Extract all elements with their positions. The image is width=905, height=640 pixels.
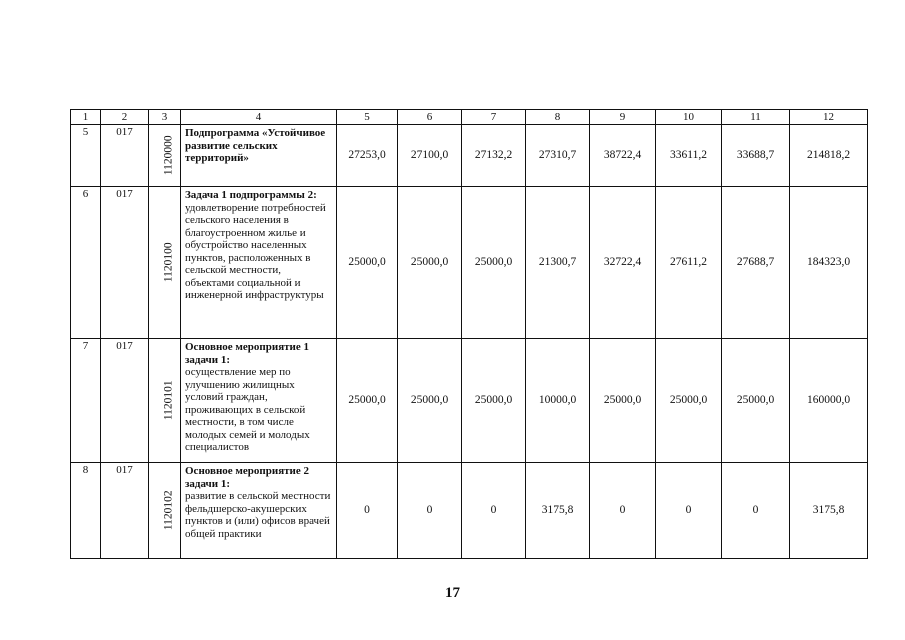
column-header: 11 [722,110,790,125]
program-code-cell [149,187,181,339]
value-cell: 27100,0 [398,125,462,187]
value-cell: 27611,2 [656,187,722,339]
value-cell: 3175,8 [526,463,590,559]
page-number: 17 [445,585,460,601]
column-header: 1 [71,110,101,125]
program-code-cell [149,463,181,559]
value-cell: 25000,0 [590,339,656,463]
table-row [71,339,868,463]
column-header: 10 [656,110,722,125]
budget-table [70,109,868,559]
row-number: 6 [71,187,101,339]
ministry-code: 017 [101,125,149,187]
table-row [71,463,868,559]
program-code: 1120102 [162,490,175,531]
value-cell: 0 [462,463,526,559]
program-code-cell [149,125,181,187]
item-title: Основное мероприятие 1 задачи 1: [185,341,310,366]
value-cell: 33688,7 [722,125,790,187]
value-cell: 25000,0 [722,339,790,463]
column-header: 5 [337,110,398,125]
value-cell: 25000,0 [337,339,398,463]
item-title: Задача 1 подпрограммы 2: [185,189,317,201]
value-cell: 27253,0 [337,125,398,187]
item-name-cell [181,187,337,339]
item-title: Подпрограмма «Устойчивое развитие сельских территорий» [185,127,326,164]
program-code: 1120101 [162,380,175,421]
value-cell: 3175,8 [790,463,868,559]
program-code: 1120000 [162,135,175,176]
row-number: 5 [71,125,101,187]
ministry-code: 017 [101,339,149,463]
value-cell: 0 [337,463,398,559]
row-number: 7 [71,339,101,463]
item-name-cell [181,125,337,187]
value-cell: 25000,0 [337,187,398,339]
value-cell: 10000,0 [526,339,590,463]
value-cell: 0 [722,463,790,559]
value-cell: 32722,4 [590,187,656,339]
value-cell: 25000,0 [398,339,462,463]
value-cell: 21300,7 [526,187,590,339]
item-description: осуществление мер по улучшению жилищных условий граждан, проживающих в сельской местности, в том числе молодых семей и молодых специалистов [185,366,310,453]
column-header: 2 [101,110,149,125]
item-description: развитие в сельской местности фельдшерско-акушерских пунктов и (или) офисов врачей общей практики [185,490,331,540]
value-cell: 0 [398,463,462,559]
item-name-cell [181,463,337,559]
header-row [71,110,868,125]
item-description: удовлетворение потребностей сельского населения в благоустроенном жилье и обустройство населенных пунктов, расположенных в сельской местности, объектами социальной и инженерной инфраструктуры [185,201,326,301]
item-title: Основное мероприятие 2 задачи 1: [185,465,310,490]
row-number: 8 [71,463,101,559]
column-header: 7 [462,110,526,125]
value-cell: 160000,0 [790,339,868,463]
column-header: 6 [398,110,462,125]
program-code-cell [149,339,181,463]
value-cell: 27310,7 [526,125,590,187]
value-cell: 0 [656,463,722,559]
value-cell: 25000,0 [462,339,526,463]
value-cell: 25000,0 [398,187,462,339]
value-cell: 27132,2 [462,125,526,187]
table-row [71,187,868,339]
value-cell: 27688,7 [722,187,790,339]
value-cell: 33611,2 [656,125,722,187]
item-name-cell [181,339,337,463]
value-cell: 184323,0 [790,187,868,339]
value-cell: 25000,0 [656,339,722,463]
column-header: 8 [526,110,590,125]
program-code: 1120100 [162,242,175,283]
ministry-code: 017 [101,463,149,559]
column-header: 3 [149,110,181,125]
column-header: 4 [181,110,337,125]
table-row [71,125,868,187]
value-cell: 25000,0 [462,187,526,339]
column-header: 9 [590,110,656,125]
value-cell: 0 [590,463,656,559]
value-cell: 214818,2 [790,125,868,187]
column-header: 12 [790,110,868,125]
value-cell: 38722,4 [590,125,656,187]
ministry-code: 017 [101,187,149,339]
